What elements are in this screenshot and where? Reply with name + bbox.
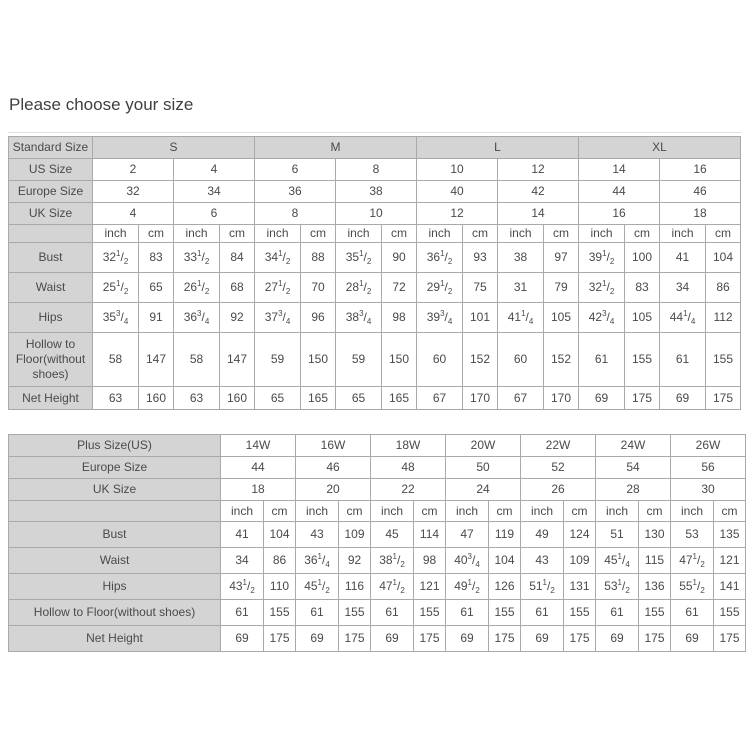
value-cell: $36^1/_2$ bbox=[417, 243, 463, 273]
unit-header-cell: inch bbox=[498, 225, 544, 243]
value-cell: 38 bbox=[498, 243, 544, 273]
size-header-cell: 6 bbox=[255, 159, 336, 181]
size-header-cell: 6 bbox=[174, 203, 255, 225]
value-cell: 105 bbox=[625, 303, 660, 333]
size-header-cell: 12 bbox=[417, 203, 498, 225]
row-label-cell: Standard Size bbox=[9, 137, 93, 159]
size-header-cell: 50 bbox=[446, 457, 521, 479]
value-cell: $43^1/_2$ bbox=[221, 574, 264, 600]
unit-header-cell: inch bbox=[671, 501, 714, 522]
value-cell: 65 bbox=[255, 387, 301, 410]
size-header-cell: 14W bbox=[221, 435, 296, 457]
value-cell: 41 bbox=[221, 522, 264, 548]
size-header-cell: 10 bbox=[336, 203, 417, 225]
value-cell: $42^3/_4$ bbox=[579, 303, 625, 333]
size-header-cell: 52 bbox=[521, 457, 596, 479]
size-header-cell: 22 bbox=[371, 479, 446, 501]
value-cell: 105 bbox=[544, 303, 579, 333]
value-cell: 175 bbox=[625, 387, 660, 410]
value-cell: 155 bbox=[706, 333, 741, 387]
row-label-cell: Waist bbox=[9, 273, 93, 303]
size-header-cell: 8 bbox=[336, 159, 417, 181]
value-cell: $35^1/_2$ bbox=[336, 243, 382, 273]
unit-header-cell: inch bbox=[596, 501, 639, 522]
value-cell: 69 bbox=[671, 626, 714, 652]
value-cell: 58 bbox=[93, 333, 139, 387]
value-cell: 67 bbox=[498, 387, 544, 410]
unit-header-cell: cm bbox=[714, 501, 746, 522]
value-cell: 61 bbox=[596, 600, 639, 626]
size-header-cell: 14 bbox=[498, 203, 579, 225]
value-cell: 65 bbox=[139, 273, 174, 303]
value-cell: 53 bbox=[671, 522, 714, 548]
value-cell: 155 bbox=[489, 600, 521, 626]
value-cell: 175 bbox=[339, 626, 371, 652]
size-header-cell: 20W bbox=[446, 435, 521, 457]
value-cell: 51 bbox=[596, 522, 639, 548]
value-cell: 69 bbox=[596, 626, 639, 652]
value-cell: 96 bbox=[301, 303, 336, 333]
row-label-cell: Plus Size(US) bbox=[9, 435, 221, 457]
unit-header-cell: cm bbox=[564, 501, 596, 522]
size-header-cell: 46 bbox=[660, 181, 741, 203]
value-cell: 109 bbox=[564, 548, 596, 574]
value-cell: $29^1/_2$ bbox=[417, 273, 463, 303]
value-cell: 141 bbox=[714, 574, 746, 600]
value-cell: $53^1/_2$ bbox=[596, 574, 639, 600]
unit-header-cell: cm bbox=[220, 225, 255, 243]
value-cell: 112 bbox=[706, 303, 741, 333]
value-cell: 152 bbox=[544, 333, 579, 387]
value-cell: 170 bbox=[544, 387, 579, 410]
value-cell: 86 bbox=[264, 548, 296, 574]
unit-header-cell: inch bbox=[660, 225, 706, 243]
size-header-cell: S bbox=[93, 137, 255, 159]
size-header-cell: 24 bbox=[446, 479, 521, 501]
value-cell: 155 bbox=[639, 600, 671, 626]
value-cell: 124 bbox=[564, 522, 596, 548]
unit-header-cell: inch bbox=[93, 225, 139, 243]
value-cell: 116 bbox=[339, 574, 371, 600]
unit-header-cell: inch bbox=[296, 501, 339, 522]
value-cell: $25^1/_2$ bbox=[93, 273, 139, 303]
row-label-cell: Net Height bbox=[9, 387, 93, 410]
value-cell: 104 bbox=[489, 548, 521, 574]
size-header-cell: 20 bbox=[296, 479, 371, 501]
size-header-cell: 4 bbox=[174, 159, 255, 181]
value-cell: 155 bbox=[625, 333, 660, 387]
value-cell: $32^1/_2$ bbox=[93, 243, 139, 273]
value-cell: $44^1/_4$ bbox=[660, 303, 706, 333]
size-header-cell: 14 bbox=[579, 159, 660, 181]
value-cell: 43 bbox=[521, 548, 564, 574]
value-cell: 34 bbox=[660, 273, 706, 303]
unit-header-cell: cm bbox=[414, 501, 446, 522]
value-cell: $47^1/_2$ bbox=[671, 548, 714, 574]
size-header-cell: 26W bbox=[671, 435, 746, 457]
value-cell: 90 bbox=[382, 243, 417, 273]
value-cell: 97 bbox=[544, 243, 579, 273]
size-header-cell: 16W bbox=[296, 435, 371, 457]
value-cell: 67 bbox=[417, 387, 463, 410]
value-cell: 83 bbox=[625, 273, 660, 303]
value-cell: 110 bbox=[264, 574, 296, 600]
size-header-cell: 10 bbox=[417, 159, 498, 181]
value-cell: 92 bbox=[220, 303, 255, 333]
value-cell: 175 bbox=[706, 387, 741, 410]
row-label-cell: Waist bbox=[9, 548, 221, 574]
row-label-cell: Bust bbox=[9, 243, 93, 273]
size-header-cell: 18 bbox=[221, 479, 296, 501]
value-cell: 47 bbox=[446, 522, 489, 548]
value-cell: 165 bbox=[301, 387, 336, 410]
value-cell: 160 bbox=[220, 387, 255, 410]
value-cell: 119 bbox=[489, 522, 521, 548]
row-label-cell bbox=[9, 501, 221, 522]
value-cell: 61 bbox=[371, 600, 414, 626]
value-cell: 69 bbox=[221, 626, 264, 652]
value-cell: $27^1/_2$ bbox=[255, 273, 301, 303]
unit-header-cell: cm bbox=[463, 225, 498, 243]
value-cell: 60 bbox=[417, 333, 463, 387]
value-cell: 175 bbox=[639, 626, 671, 652]
value-cell: 98 bbox=[414, 548, 446, 574]
size-header-cell: 16 bbox=[579, 203, 660, 225]
value-cell: $28^1/_2$ bbox=[336, 273, 382, 303]
unit-header-cell: inch bbox=[174, 225, 220, 243]
unit-header-cell: cm bbox=[382, 225, 417, 243]
unit-header-cell: inch bbox=[221, 501, 264, 522]
value-cell: 59 bbox=[336, 333, 382, 387]
value-cell: 155 bbox=[714, 600, 746, 626]
value-cell: $39^1/_2$ bbox=[579, 243, 625, 273]
value-cell: 147 bbox=[220, 333, 255, 387]
value-cell: $34^1/_2$ bbox=[255, 243, 301, 273]
page-title: Please choose your size bbox=[9, 95, 194, 114]
value-cell: 91 bbox=[139, 303, 174, 333]
row-label-cell: Bust bbox=[9, 522, 221, 548]
value-cell: 121 bbox=[714, 548, 746, 574]
size-header-cell: 8 bbox=[255, 203, 336, 225]
value-cell: 34 bbox=[221, 548, 264, 574]
size-header-cell: 42 bbox=[498, 181, 579, 203]
size-header-cell: 26 bbox=[521, 479, 596, 501]
value-cell: $55^1/_2$ bbox=[671, 574, 714, 600]
value-cell: 60 bbox=[498, 333, 544, 387]
value-cell: 31 bbox=[498, 273, 544, 303]
value-cell: 69 bbox=[660, 387, 706, 410]
size-header-cell: 46 bbox=[296, 457, 371, 479]
value-cell: 152 bbox=[463, 333, 498, 387]
value-cell: 114 bbox=[414, 522, 446, 548]
size-header-cell: 30 bbox=[671, 479, 746, 501]
unit-header-cell: cm bbox=[625, 225, 660, 243]
value-cell: 70 bbox=[301, 273, 336, 303]
value-cell: $32^1/_2$ bbox=[579, 273, 625, 303]
value-cell: 61 bbox=[671, 600, 714, 626]
row-label-cell: US Size bbox=[9, 159, 93, 181]
value-cell: 59 bbox=[255, 333, 301, 387]
value-cell: 121 bbox=[414, 574, 446, 600]
value-cell: $36^3/_4$ bbox=[174, 303, 220, 333]
value-cell: 61 bbox=[579, 333, 625, 387]
value-cell: 69 bbox=[579, 387, 625, 410]
value-cell: $45^1/_2$ bbox=[296, 574, 339, 600]
size-header-cell: 28 bbox=[596, 479, 671, 501]
value-cell: 175 bbox=[564, 626, 596, 652]
size-header-cell: 44 bbox=[579, 181, 660, 203]
size-header-cell: 56 bbox=[671, 457, 746, 479]
value-cell: 147 bbox=[139, 333, 174, 387]
unit-header-cell: cm bbox=[544, 225, 579, 243]
value-cell: 61 bbox=[446, 600, 489, 626]
value-cell: $38^3/_4$ bbox=[336, 303, 382, 333]
value-cell: 61 bbox=[521, 600, 564, 626]
size-header-cell: 12 bbox=[498, 159, 579, 181]
row-label-cell: Hollow to Floor(without shoes) bbox=[9, 333, 93, 387]
size-header-cell: 40 bbox=[417, 181, 498, 203]
size-header-cell: 44 bbox=[221, 457, 296, 479]
unit-header-cell: inch bbox=[579, 225, 625, 243]
value-cell: $26^1/_2$ bbox=[174, 273, 220, 303]
value-cell: $47^1/_2$ bbox=[371, 574, 414, 600]
value-cell: 135 bbox=[714, 522, 746, 548]
size-header-cell: M bbox=[255, 137, 417, 159]
size-header-cell: 32 bbox=[93, 181, 174, 203]
value-cell: 131 bbox=[564, 574, 596, 600]
value-cell: 165 bbox=[382, 387, 417, 410]
standard-size-table bbox=[8, 136, 741, 410]
value-cell: 41 bbox=[660, 243, 706, 273]
value-cell: 160 bbox=[139, 387, 174, 410]
value-cell: 155 bbox=[339, 600, 371, 626]
value-cell: 88 bbox=[301, 243, 336, 273]
plus-size-table bbox=[8, 434, 746, 652]
value-cell: 150 bbox=[301, 333, 336, 387]
unit-header-cell: inch bbox=[255, 225, 301, 243]
unit-header-cell: cm bbox=[339, 501, 371, 522]
value-cell: $49^1/_2$ bbox=[446, 574, 489, 600]
row-label-cell: Hollow to Floor(without shoes) bbox=[9, 600, 221, 626]
value-cell: 150 bbox=[382, 333, 417, 387]
value-cell: 100 bbox=[625, 243, 660, 273]
value-cell: 79 bbox=[544, 273, 579, 303]
value-cell: $40^3/_4$ bbox=[446, 548, 489, 574]
value-cell: $36^1/_4$ bbox=[296, 548, 339, 574]
value-cell: 93 bbox=[463, 243, 498, 273]
value-cell: 61 bbox=[296, 600, 339, 626]
value-cell: $41^1/_4$ bbox=[498, 303, 544, 333]
value-cell: 86 bbox=[706, 273, 741, 303]
value-cell: $38^1/_2$ bbox=[371, 548, 414, 574]
value-cell: 175 bbox=[264, 626, 296, 652]
size-header-cell: 2 bbox=[93, 159, 174, 181]
value-cell: 136 bbox=[639, 574, 671, 600]
value-cell: 69 bbox=[296, 626, 339, 652]
size-header-cell: L bbox=[417, 137, 579, 159]
value-cell: 175 bbox=[714, 626, 746, 652]
size-header-cell: 24W bbox=[596, 435, 671, 457]
size-header-cell: 18W bbox=[371, 435, 446, 457]
value-cell: $39^3/_4$ bbox=[417, 303, 463, 333]
value-cell: 69 bbox=[446, 626, 489, 652]
unit-header-cell: inch bbox=[371, 501, 414, 522]
size-header-cell: 54 bbox=[596, 457, 671, 479]
value-cell: 109 bbox=[339, 522, 371, 548]
row-label-cell: Hips bbox=[9, 303, 93, 333]
value-cell: 101 bbox=[463, 303, 498, 333]
unit-header-cell: cm bbox=[301, 225, 336, 243]
row-label-cell: Hips bbox=[9, 574, 221, 600]
size-header-cell: 18 bbox=[660, 203, 741, 225]
value-cell: 68 bbox=[220, 273, 255, 303]
value-cell: 155 bbox=[564, 600, 596, 626]
value-cell: 69 bbox=[521, 626, 564, 652]
size-header-cell: 22W bbox=[521, 435, 596, 457]
unit-header-cell: inch bbox=[521, 501, 564, 522]
size-header-cell: 34 bbox=[174, 181, 255, 203]
divider bbox=[8, 132, 742, 133]
row-label-cell: Europe Size bbox=[9, 457, 221, 479]
value-cell: $37^3/_4$ bbox=[255, 303, 301, 333]
row-label-cell bbox=[9, 225, 93, 243]
value-cell: 49 bbox=[521, 522, 564, 548]
value-cell: $35^3/_4$ bbox=[93, 303, 139, 333]
row-label-cell: UK Size bbox=[9, 479, 221, 501]
size-header-cell: 36 bbox=[255, 181, 336, 203]
unit-header-cell: inch bbox=[417, 225, 463, 243]
value-cell: 130 bbox=[639, 522, 671, 548]
value-cell: 170 bbox=[463, 387, 498, 410]
size-header-cell: 38 bbox=[336, 181, 417, 203]
value-cell: 115 bbox=[639, 548, 671, 574]
value-cell: 72 bbox=[382, 273, 417, 303]
unit-header-cell: cm bbox=[489, 501, 521, 522]
row-label-cell: Europe Size bbox=[9, 181, 93, 203]
unit-header-cell: cm bbox=[639, 501, 671, 522]
size-header-cell: 48 bbox=[371, 457, 446, 479]
value-cell: 83 bbox=[139, 243, 174, 273]
value-cell: 155 bbox=[414, 600, 446, 626]
value-cell: $51^1/_2$ bbox=[521, 574, 564, 600]
value-cell: 69 bbox=[371, 626, 414, 652]
value-cell: $45^1/_4$ bbox=[596, 548, 639, 574]
value-cell: 65 bbox=[336, 387, 382, 410]
value-cell: 104 bbox=[264, 522, 296, 548]
row-label-cell: UK Size bbox=[9, 203, 93, 225]
size-header-cell: XL bbox=[579, 137, 741, 159]
size-header-cell: 4 bbox=[93, 203, 174, 225]
row-label-cell: Net Height bbox=[9, 626, 221, 652]
value-cell: 92 bbox=[339, 548, 371, 574]
value-cell: 61 bbox=[221, 600, 264, 626]
value-cell: 104 bbox=[706, 243, 741, 273]
unit-header-cell: cm bbox=[264, 501, 296, 522]
unit-header-cell: inch bbox=[336, 225, 382, 243]
unit-header-cell: cm bbox=[139, 225, 174, 243]
value-cell: 63 bbox=[174, 387, 220, 410]
value-cell: 84 bbox=[220, 243, 255, 273]
unit-header-cell: inch bbox=[446, 501, 489, 522]
value-cell: $33^1/_2$ bbox=[174, 243, 220, 273]
value-cell: 175 bbox=[489, 626, 521, 652]
value-cell: 58 bbox=[174, 333, 220, 387]
value-cell: 45 bbox=[371, 522, 414, 548]
value-cell: 126 bbox=[489, 574, 521, 600]
value-cell: 61 bbox=[660, 333, 706, 387]
value-cell: 75 bbox=[463, 273, 498, 303]
value-cell: 175 bbox=[414, 626, 446, 652]
size-header-cell: 16 bbox=[660, 159, 741, 181]
value-cell: 63 bbox=[93, 387, 139, 410]
value-cell: 43 bbox=[296, 522, 339, 548]
unit-header-cell: cm bbox=[706, 225, 741, 243]
value-cell: 98 bbox=[382, 303, 417, 333]
value-cell: 155 bbox=[264, 600, 296, 626]
